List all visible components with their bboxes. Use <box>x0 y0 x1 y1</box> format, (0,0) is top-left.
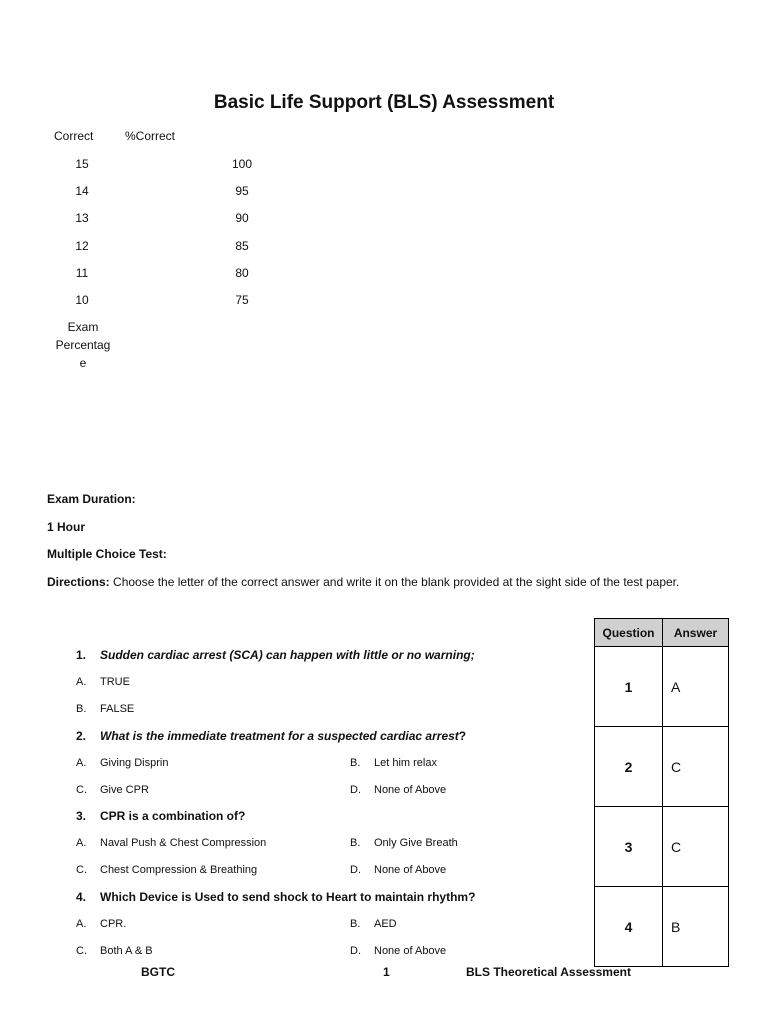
answer-question-number: 2 <box>595 727 663 807</box>
answer-row <box>595 807 729 887</box>
answer-question-number: 3 <box>595 807 663 887</box>
option-4c: C. Both A & B <box>76 945 153 957</box>
answer-blank[interactable]: A <box>663 647 729 727</box>
score-percent: 85 <box>235 239 249 253</box>
question-2: 2. What is the immediate treatment for a suspected cardiac arrest? <box>76 729 467 743</box>
score-correct: 11 <box>75 266 89 280</box>
footer-left: BGTC <box>141 965 175 979</box>
answer-row <box>595 647 729 727</box>
question-1: 1. Sudden cardiac arrest (SCA) can happen with little or no warning; <box>76 648 475 662</box>
answer-question-number: 1 <box>595 647 663 727</box>
col-header-percent: %Correct <box>125 129 176 143</box>
score-correct: 14 <box>75 184 89 198</box>
option-3a: A. Naval Push & Chest Compression <box>76 837 267 849</box>
option-4a: A. CPR. <box>76 918 127 930</box>
answer-blank[interactable]: C <box>663 807 729 887</box>
exam-duration-value: 1 Hour <box>47 520 86 534</box>
exam-duration-label: Exam Duration: <box>47 492 136 506</box>
exam-percentage-label: e <box>79 356 87 370</box>
exam-percentage-label: Percentag <box>55 338 111 352</box>
score-percent: 100 <box>231 157 253 171</box>
question-3: 3. CPR is a combination of? <box>76 809 246 823</box>
score-correct: 10 <box>75 293 89 307</box>
footer-right: BLS Theoretical Assessment <box>466 965 631 979</box>
score-percent: 95 <box>235 184 249 198</box>
test-type: Multiple Choice Test: <box>47 547 167 561</box>
option-3c: C. Chest Compression & Breathing <box>76 864 258 876</box>
directions-label: Directions: <box>47 575 110 589</box>
directions-text: Choose the letter of the correct answer and write it on the blank provided at the sight side of the test paper. <box>109 575 680 589</box>
option-2a: A. Giving Disprin <box>76 757 169 769</box>
answer-table-header-question: Question <box>595 619 663 647</box>
option-2b: B. Let him relax <box>350 757 437 769</box>
score-percent: 90 <box>235 211 249 225</box>
answer-blank[interactable]: C <box>663 727 729 807</box>
option-3b: B. Only Give Breath <box>350 837 458 849</box>
answer-row <box>595 727 729 807</box>
answer-blank[interactable]: B <box>663 887 729 967</box>
answer-question-number: 4 <box>595 887 663 967</box>
option-4b: B. AED <box>350 918 397 930</box>
option-2d: D. None of Above <box>350 784 447 796</box>
score-percent: 80 <box>235 266 249 280</box>
col-header-correct: Correct <box>54 129 94 143</box>
exam-percentage-label: Exam <box>67 320 99 334</box>
answer-table-header-answer: Answer <box>663 619 729 647</box>
answer-row <box>595 887 729 967</box>
question-4: 4. Which Device is Used to send shock to Heart to maintain rhythm? <box>76 890 476 904</box>
score-percent: 75 <box>235 293 249 307</box>
score-correct: 15 <box>75 157 89 171</box>
directions <box>47 573 707 592</box>
score-correct: 13 <box>75 211 89 225</box>
option-1a: A. TRUE <box>76 676 130 688</box>
page-title: Basic Life Support (BLS) Assessment <box>213 92 555 113</box>
option-3d: D. None of Above <box>350 864 447 876</box>
answer-table <box>594 618 729 967</box>
option-2c: C. Give CPR <box>76 784 149 796</box>
score-correct: 12 <box>75 239 89 253</box>
option-1b: B. FALSE <box>76 703 135 715</box>
option-4d: D. None of Above <box>350 945 447 957</box>
footer-page-number: 1 <box>383 965 390 979</box>
